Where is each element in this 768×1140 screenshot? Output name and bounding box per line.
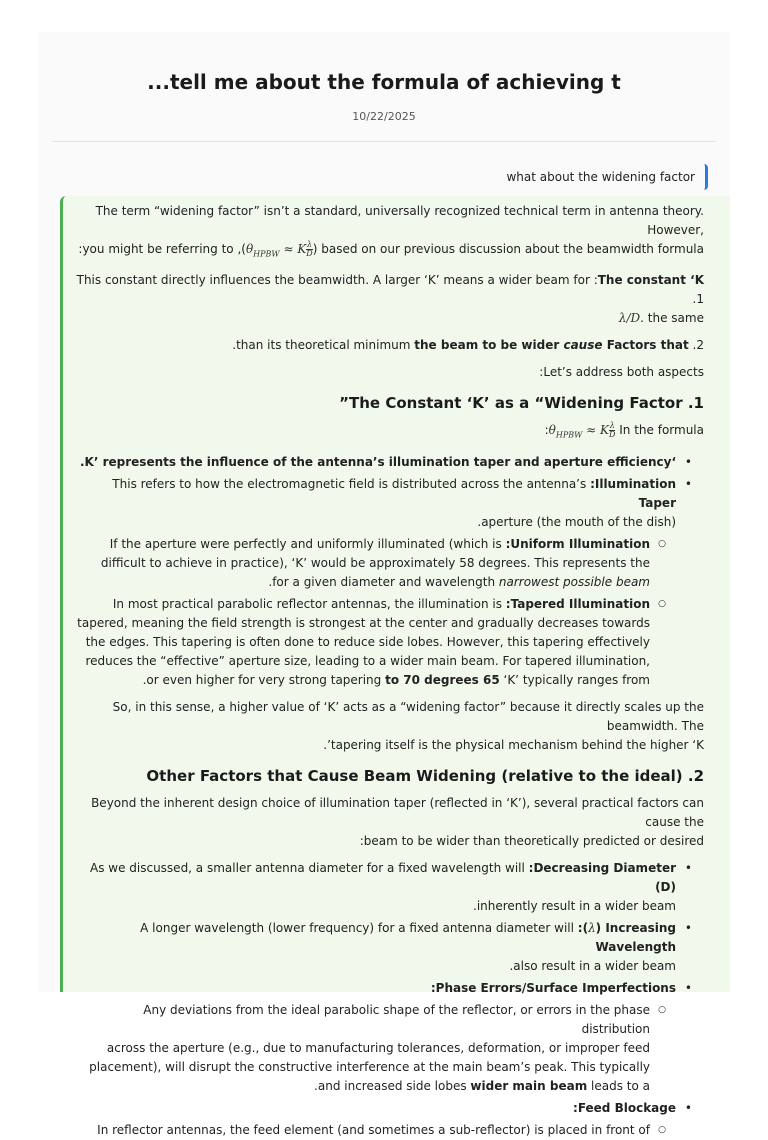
- text-line: [75, 421, 704, 444]
- text-span: :you might be referring to ,(: [78, 242, 246, 256]
- conversation-card: [38, 32, 730, 1137]
- bold-span: :Illumination Taper: [590, 476, 676, 510]
- sub-list-item: [75, 535, 704, 592]
- text-line: [75, 595, 650, 614]
- text-span: .for a given diameter and wavelength: [268, 574, 499, 589]
- formula-line: [75, 421, 704, 444]
- user-message: what about the widening factor: [494, 164, 708, 190]
- page-title: ...tell me about the formula of achieving t: [147, 70, 621, 94]
- text-line: :you might be referring to $,(\theta_{HPBW} \approx K$ $\frac{\lambda}{D}$ ) based on our previous discussion about the beamwidth formula: [78, 240, 704, 259]
- text-span: .and increased side lobes: [314, 1078, 471, 1093]
- text-span: .than its theoretical minimum: [232, 338, 415, 353]
- text-line: across the aperture (e.g., due to manufacturing tolerances, deformation, or improper feed: [106, 1040, 650, 1055]
- conversation-header: [38, 32, 730, 123]
- bold-span: to 70 degrees 65: [385, 672, 500, 687]
- text-line: tapered, meaning the field strength is strongest at the center and gradually decreases towards: [77, 615, 650, 630]
- text-span: :: [544, 423, 549, 438]
- text-span: This constant directly influences the beamwidth. A larger ‘K’ means a wider beam for :: [76, 273, 598, 288]
- text-span: ‘K’ typically ranges from: [499, 672, 650, 687]
- list-item: [75, 919, 704, 976]
- list-item: [75, 1099, 704, 1118]
- text-line: [75, 309, 704, 328]
- math-theta-hpbw: $\theta_{HPBW} \approx K$ $\frac{\lambda}{D}$: [245, 240, 313, 259]
- text-line: [75, 671, 650, 690]
- text-span: . the same: [640, 311, 704, 326]
- bold-span: :Decreasing Diameter (D): [528, 860, 676, 894]
- text-line: placement), will disrupt the constructive interference at the main beam’s peak. This typically: [89, 1059, 650, 1074]
- text-line: .inherently result in a wider beam: [473, 898, 676, 913]
- text-span: This refers to how the electromagnetic field is distributed across the antenna’s: [112, 476, 591, 491]
- text-line: The term “widening factor” isn’t a standard, universally recognized technical term in antenna theory. However,: [95, 204, 704, 237]
- bold-span: ) Increasing Wavelength: [595, 920, 676, 954]
- text-line: [75, 271, 704, 309]
- header-divider: [52, 141, 716, 142]
- math-formula: $\theta_{HPBW} \approx K$ $\frac{\lambda}{D}$: [548, 421, 616, 440]
- text-line: [75, 573, 650, 592]
- user-message-row: [38, 164, 730, 190]
- italic-span: narrowest possible beam: [498, 574, 650, 589]
- bold-span: .K’ represents the influence of the antenna’s illumination taper and aperture efficiency‘: [80, 454, 676, 469]
- bold-span: :Feed Blockage: [573, 1100, 676, 1115]
- math-lambda: λ: [588, 920, 596, 935]
- text-span: In the formula: [615, 423, 704, 438]
- text-line: [75, 1077, 650, 1096]
- bold-span: :Phase Errors/Surface Imperfections: [430, 980, 676, 995]
- math-lambda-d: λ/D: [618, 311, 641, 326]
- paragraph-summary: [75, 698, 704, 755]
- assistant-reply: [60, 196, 730, 1137]
- text-line: .’tapering itself is the physical mechanism behind the higher ‘K: [323, 737, 704, 752]
- text-span: In most practical parabolic reflector antennas, the illumination is: [112, 596, 506, 611]
- text-span: A longer wavelength (lower frequency) for a fixed antenna diameter will: [140, 920, 578, 935]
- text-line: [75, 535, 650, 554]
- sub-list-item: [75, 1001, 704, 1096]
- text-line: [75, 859, 676, 897]
- text-line: In reflector antennas, the feed element (and sometimes a sub-reflector) is placed in front of: [97, 1122, 650, 1137]
- bold-span: :Uniform Illumination: [505, 536, 650, 551]
- text-span: .1: [692, 292, 704, 307]
- text-line: [75, 336, 704, 355]
- text-span: As we discussed, a smaller antenna diameter for a fixed wavelength will: [89, 860, 529, 875]
- sub-list-item: [75, 595, 704, 690]
- text-span: .or even higher for very strong tapering: [142, 672, 386, 687]
- italic-span: cause: [563, 338, 603, 353]
- list-item: [75, 453, 704, 472]
- bold-span: wider main beam: [470, 1078, 588, 1093]
- text-line: :beam to be wider than theoretically predicted or desired: [359, 833, 704, 848]
- text-line: Beyond the inherent design choice of illumination taper (reflected in ‘K’), several practical factors can cause the: [91, 795, 704, 829]
- bold-span: The constant ‘K: [597, 273, 704, 288]
- bold-span: :(: [577, 920, 589, 935]
- bold-span: :Tapered Illumination: [505, 596, 650, 611]
- conversation-date: 10/22/2025: [352, 110, 416, 123]
- text-line: [75, 919, 676, 957]
- list-item: [75, 475, 704, 532]
- text-span: based on our previous discussion about the beamwidth formula: [321, 242, 704, 256]
- paragraph-intro: [75, 202, 704, 263]
- sub-list-item: [75, 1121, 704, 1140]
- text-line: [75, 475, 676, 513]
- bold-span: Factors that: [602, 338, 689, 353]
- text-line: So, in this sense, a higher value of ‘K’ acts as a “widening factor” because it directly scales up the beamwidth. The: [112, 699, 704, 733]
- text-line: .also result in a wider beam: [509, 958, 676, 973]
- list-item: [75, 859, 704, 916]
- section-heading-2: Other Factors that Cause Beam Widening (relative to the ideal) .2: [146, 766, 704, 785]
- paragraph-other-factors: [75, 794, 704, 851]
- bold-span: the beam to be wider: [414, 338, 564, 353]
- text-line: Any deviations from the ideal parabolic shape of the reflector, or errors in the phase distribution: [143, 1002, 650, 1036]
- paragraph-k: [75, 271, 704, 328]
- text-span: .2: [688, 338, 704, 353]
- list-item: [75, 979, 704, 998]
- paragraph-aspects: :Let’s address both aspects: [539, 365, 704, 380]
- text-line: the edges. This tapering is often done to reduce side lobes. However, this tapering effectively: [85, 634, 650, 649]
- section-heading-1: ”The Constant ‘K’ as a “Widening Factor .1: [339, 394, 704, 413]
- paragraph-factors: [75, 336, 704, 355]
- text-line: .aperture (the mouth of the dish): [477, 514, 676, 529]
- text-line: reduces the “effective” aperture size, leading to a wider main beam. For tapered illumination,: [85, 653, 650, 668]
- text-span: leads to a: [587, 1078, 650, 1093]
- text-span: If the aperture were perfectly and uniformly illuminated (which is: [109, 536, 506, 551]
- text-line: difficult to achieve in practice), ‘K’ would be approximately 58 degrees. This represents the: [100, 555, 650, 570]
